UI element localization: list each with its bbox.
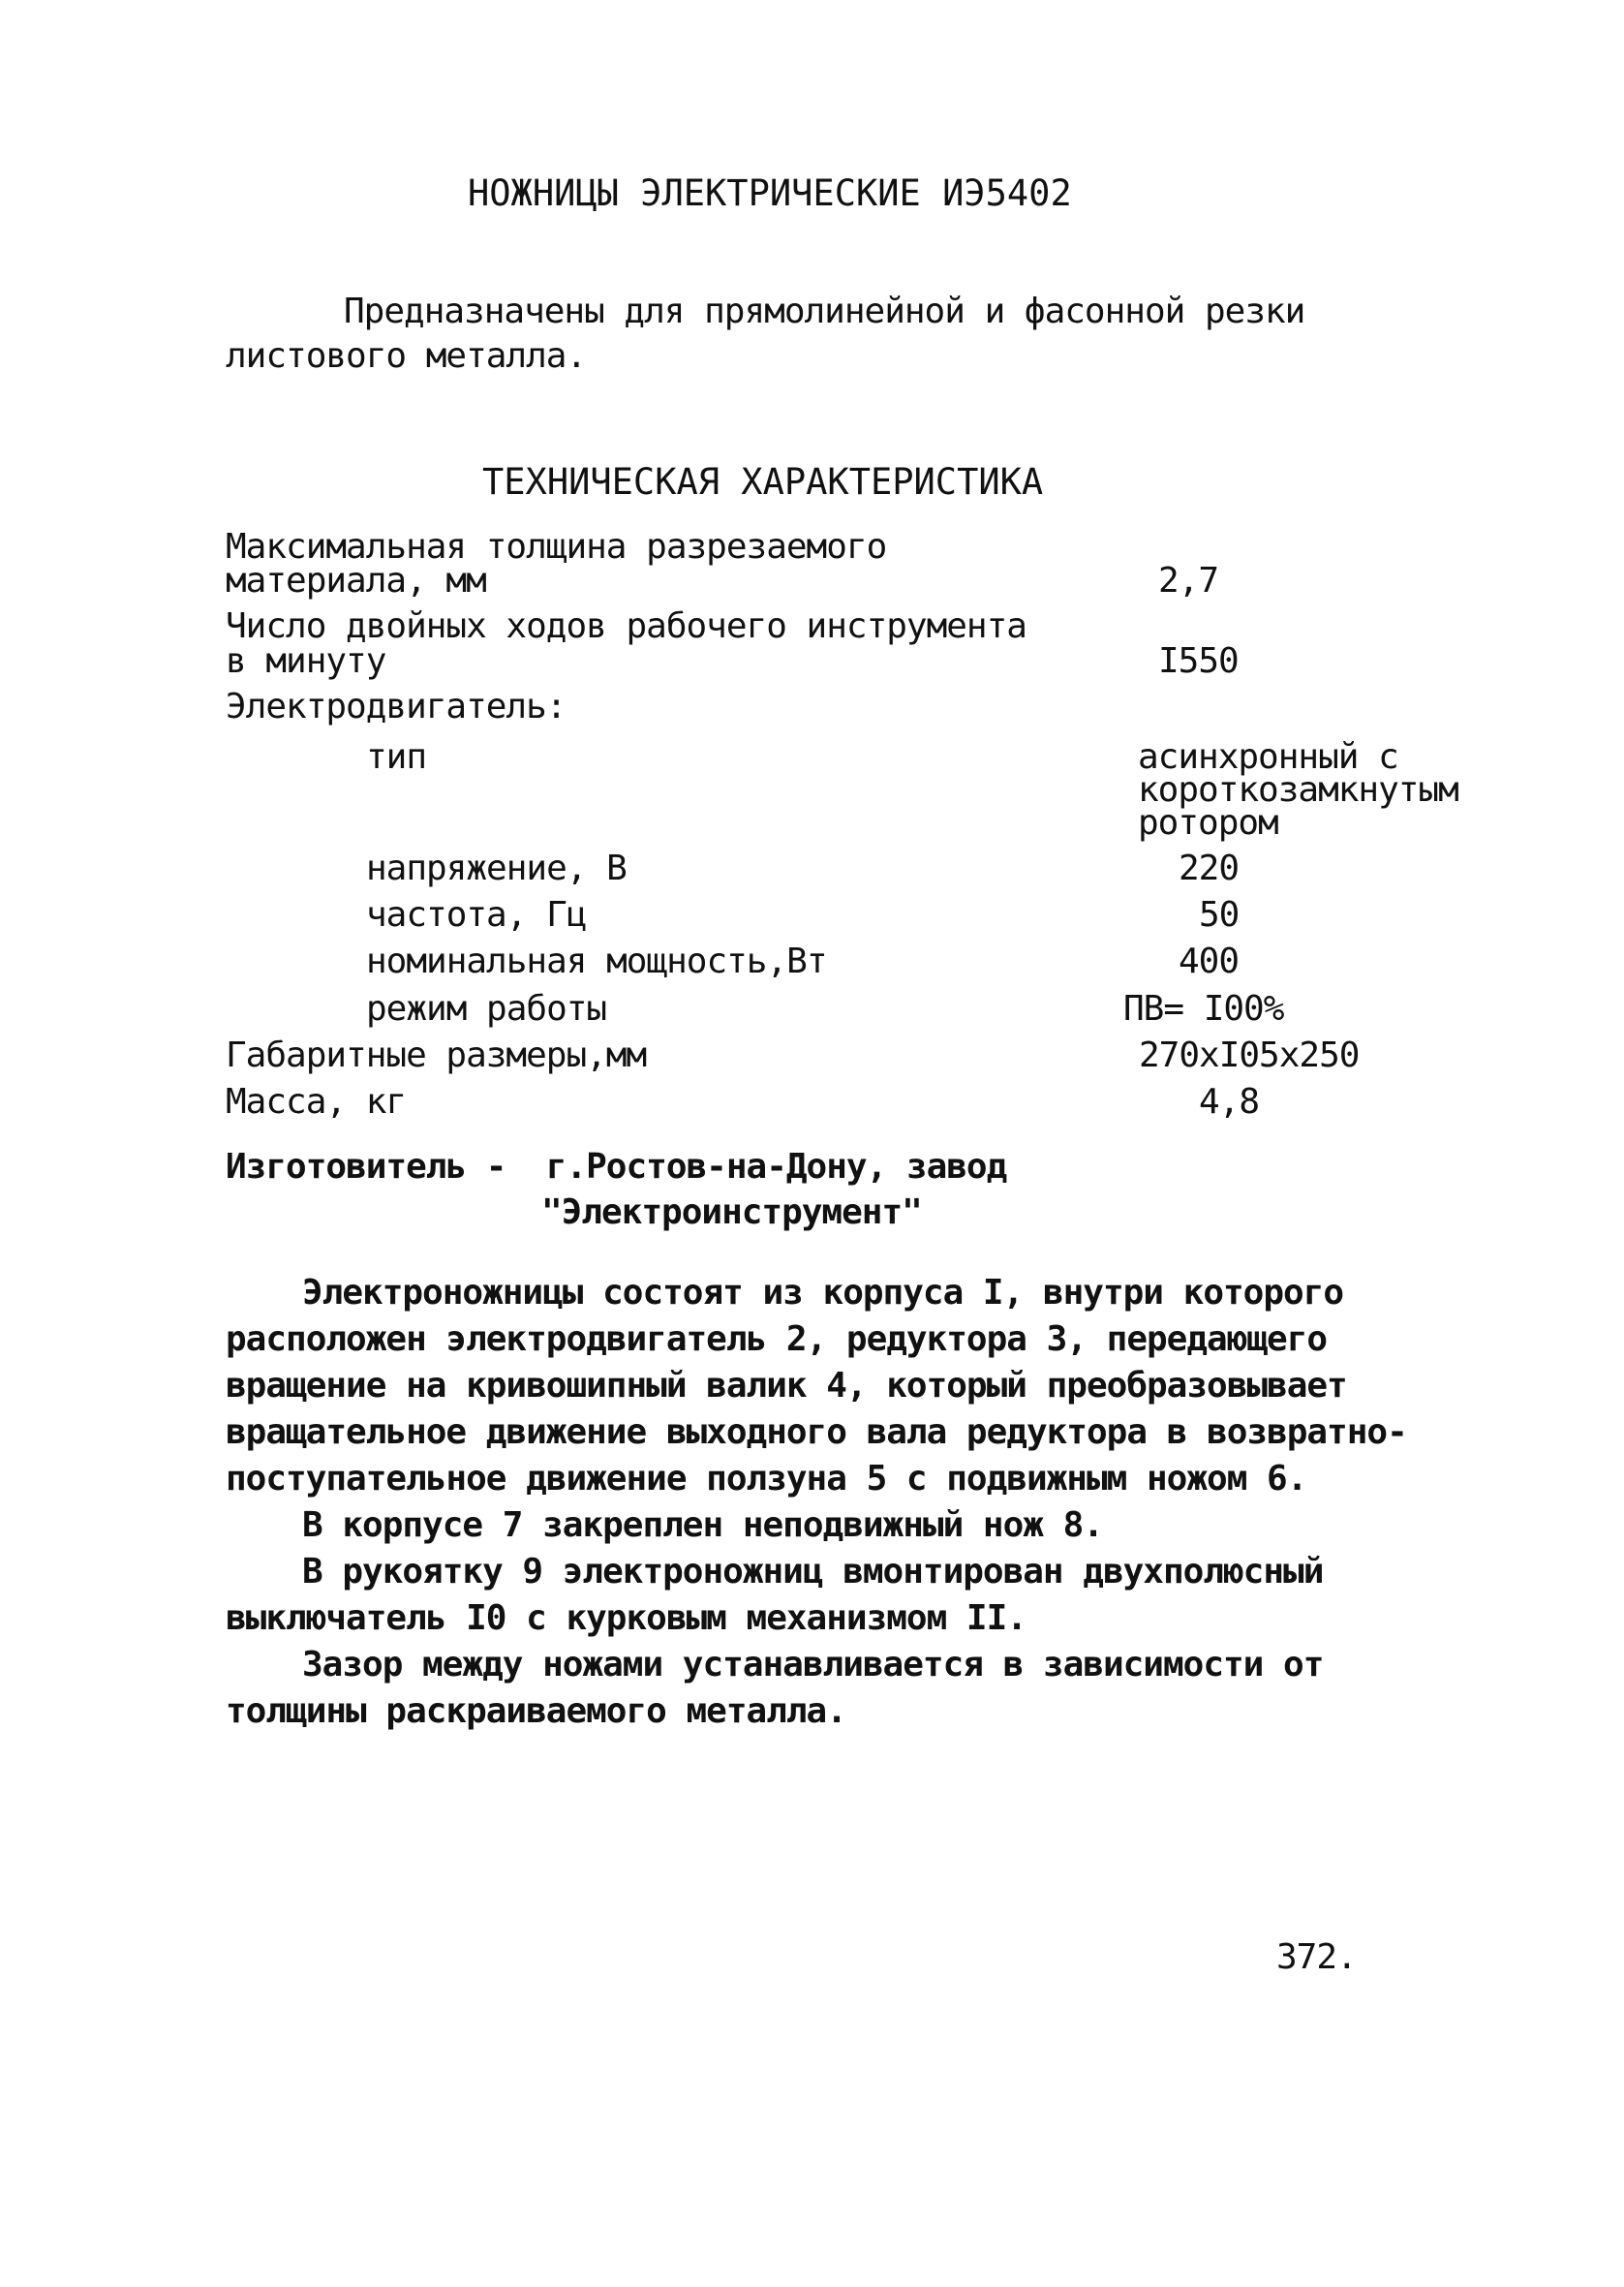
mass-value: 4,8 bbox=[1199, 1082, 1260, 1122]
type-value-line-2: короткозамкнутым bbox=[1138, 770, 1458, 810]
description-line-1: Электроножницы состоят из корпуса I, внутри которого bbox=[302, 1273, 1344, 1313]
manufacturer-line-1: Изготовитель - г.Ростов-на-Дону, завод bbox=[226, 1147, 1007, 1187]
spec-heading: ТЕХНИЧЕСКАЯ ХАРАКТЕРИСТИКА bbox=[482, 461, 1044, 503]
frequency-label: частота, Гц bbox=[366, 895, 587, 935]
strokes-value: I550 bbox=[1158, 641, 1239, 681]
description-line-10: толщины раскраиваемого металла. bbox=[226, 1691, 846, 1731]
type-label: тип bbox=[366, 737, 427, 777]
dimensions-value: 270хI05х250 bbox=[1139, 1035, 1360, 1075]
motor-label: Электродвигатель: bbox=[226, 687, 567, 726]
thickness-label-line-1: Максимальная толщина разрезаемого bbox=[226, 527, 887, 567]
description-line-5: поступательное движение ползуна 5 с подвижным ножом 6. bbox=[226, 1459, 1307, 1499]
thickness-value: 2,7 bbox=[1158, 561, 1219, 601]
strokes-label-line-2: в минуту bbox=[226, 641, 386, 681]
voltage-value: 220 bbox=[1179, 849, 1240, 888]
type-value-line-1: асинхронный с bbox=[1138, 737, 1398, 777]
description-line-4: вращательное движение выходного вала редуктора в возвратно- bbox=[226, 1412, 1407, 1452]
strokes-label-line-1: Число двойных ходов рабочего инструмента bbox=[226, 606, 1026, 646]
purpose-line-1: Предназначены для прямолинейной и фасонной резки bbox=[344, 292, 1305, 331]
mass-label: Масса, кг bbox=[226, 1082, 407, 1122]
description-line-7: В рукоятку 9 электроножниц вмонтирован двухполюсный bbox=[302, 1552, 1324, 1592]
description-line-3: вращение на кривошипный валик 4, который преобразовывает bbox=[226, 1366, 1347, 1406]
mode-value: ПВ= I00% bbox=[1123, 989, 1284, 1029]
description-line-2: расположен электродвигатель 2, редуктора 3, передающего bbox=[226, 1319, 1328, 1359]
manufacturer-line-2: "Электроинструмент" bbox=[541, 1192, 922, 1232]
frequency-value: 50 bbox=[1199, 895, 1240, 935]
description-line-8: выключатель I0 с курковым механизмом II. bbox=[226, 1598, 1026, 1638]
dimensions-label: Габаритные размеры,мм bbox=[226, 1035, 647, 1075]
purpose-line-2: листового металла. bbox=[226, 336, 587, 376]
description-line-9: Зазор между ножами устанавливается в зависимости от bbox=[302, 1645, 1324, 1684]
power-value: 400 bbox=[1179, 942, 1240, 981]
power-label: номинальная мощность,Вт bbox=[366, 942, 827, 981]
type-value-line-3: ротором bbox=[1138, 803, 1278, 843]
document-title: НОЖНИЦЫ ЭЛЕКТРИЧЕСКИЕ ИЭ5402 bbox=[468, 172, 1072, 214]
description-line-6: В корпусе 7 закреплен неподвижный нож 8. bbox=[302, 1505, 1103, 1545]
mode-label: режим работы bbox=[366, 989, 607, 1029]
voltage-label: напряжение, В bbox=[366, 849, 627, 888]
page-number: 372. bbox=[1276, 1937, 1357, 1977]
thickness-label-line-2: материала, мм bbox=[226, 561, 486, 601]
